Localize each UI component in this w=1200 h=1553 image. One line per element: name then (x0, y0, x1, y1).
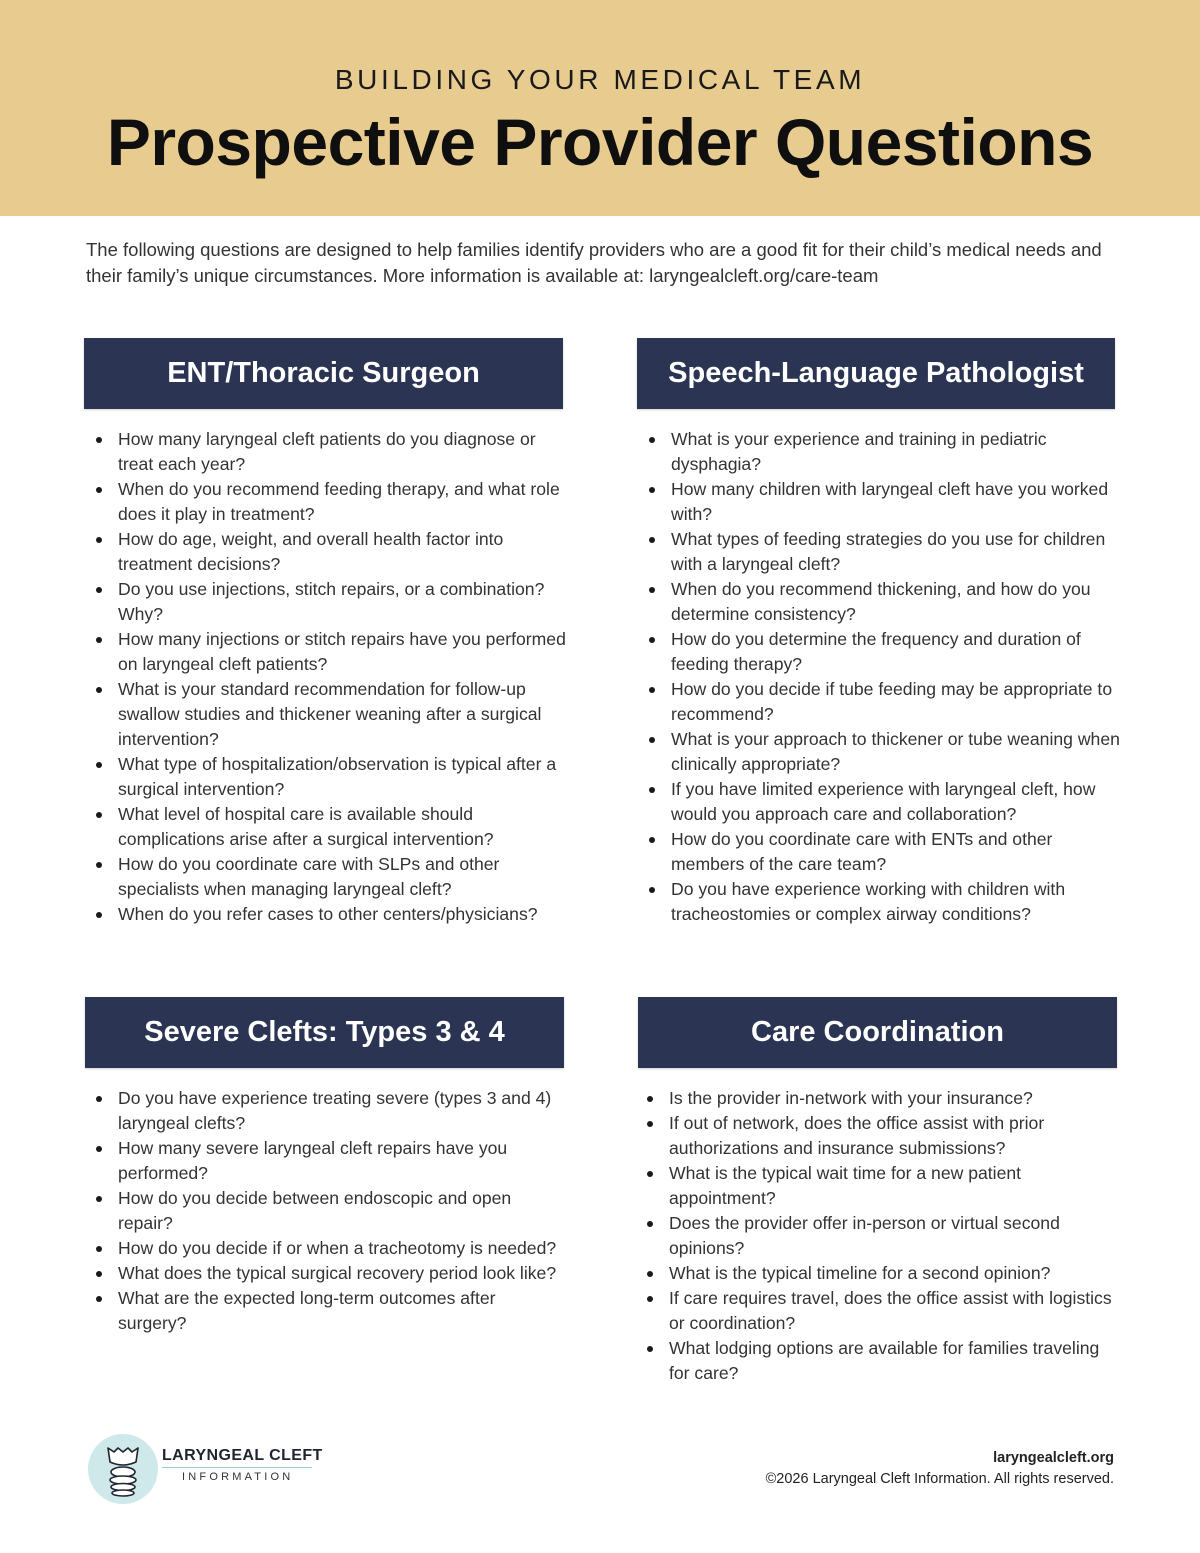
list-item: Do you have experience treating severe (types 3 and 4) laryngeal clefts? (86, 1086, 566, 1136)
list-item: How do you decide if or when a tracheotomy is needed? (86, 1236, 566, 1261)
list-item: How do you coordinate care with ENTs and other members of the care team? (639, 827, 1127, 877)
page-title: Prospective Provider Questions (106, 105, 1094, 179)
list-item: What type of hospitalization/observation is typical after a surgical intervention? (86, 752, 566, 802)
list-item: Does the provider offer in-person or virtual second opinions? (637, 1211, 1117, 1261)
footer-info (766, 1448, 1114, 1490)
list-item: How do you decide if tube feeding may be appropriate to recommend? (639, 677, 1127, 727)
list-item: What are the expected long-term outcomes after surgery? (86, 1286, 566, 1336)
section-header-slp: Speech-Language Pathologist (637, 338, 1115, 409)
section-header-care-coordination: Care Coordination (638, 997, 1117, 1068)
list-item: How many laryngeal cleft patients do you diagnose or treat each year? (86, 427, 566, 477)
footer-website[interactable]: laryngealcleft.org (993, 1450, 1114, 1466)
list-item: If you have limited experience with laryngeal cleft, how would you approach care and collaboration? (639, 777, 1127, 827)
list-item: How do age, weight, and overall health factor into treatment decisions? (86, 527, 566, 577)
list-item: Do you use injections, stitch repairs, or a combination? Why? (86, 577, 566, 627)
list-item: What does the typical surgical recovery period look like? (86, 1261, 566, 1286)
section-header-ent: ENT/Thoracic Surgeon (84, 338, 563, 409)
list-item: How many injections or stitch repairs have you performed on laryngeal cleft patients? (86, 627, 566, 677)
list-item: What level of hospital care is available should complications arise after a surgical intervention? (86, 802, 566, 852)
list-item: Is the provider in-network with your insurance? (637, 1086, 1117, 1111)
header-band (0, 0, 1200, 216)
list-item: What is the typical wait time for a new patient appointment? (637, 1161, 1117, 1211)
section-header-severe-clefts: Severe Clefts: Types 3 & 4 (85, 997, 564, 1068)
list-item: When do you refer cases to other centers/physicians? (86, 902, 566, 927)
logo-subtitle: INFORMATION (182, 1471, 294, 1483)
question-list-slp (639, 427, 1127, 927)
logo (88, 1434, 158, 1504)
larynx-icon (88, 1434, 158, 1504)
logo-divider (162, 1467, 312, 1468)
intro-paragraph: The following questions are designed to help families identify providers who are a good fit for their child’s medical needs and their family’s unique circumstances. More information is available at: laryngealcleft.org/care-team (86, 239, 1102, 286)
list-item: What is your approach to thickener or tube weaning when clinically appropriate? (639, 727, 1127, 777)
footer-copyright: ©2026 Laryngeal Cleft Information. All rights reserved. (765, 1471, 1114, 1487)
question-list-care-coordination (637, 1086, 1117, 1386)
page-kicker: BUILDING YOUR MEDICAL TEAM (334, 64, 866, 95)
list-item: When do you recommend feeding therapy, and what role does it play in treatment? (86, 477, 566, 527)
list-item: How many severe laryngeal cleft repairs have you performed? (86, 1136, 566, 1186)
logo-name: LARYNGEAL CLEFT (162, 1447, 323, 1464)
list-item: How do you coordinate care with SLPs and other specialists when managing laryngeal cleft? (86, 852, 566, 902)
list-item: Do you have experience working with children with tracheostomies or complex airway conditions? (639, 877, 1127, 927)
question-list-ent (86, 427, 566, 927)
list-item: What lodging options are available for families traveling for care? (637, 1336, 1117, 1386)
list-item: What types of feeding strategies do you use for children with a laryngeal cleft? (639, 527, 1127, 577)
list-item: If care requires travel, does the office assist with logistics or coordination? (637, 1286, 1117, 1336)
list-item: When do you recommend thickening, and how do you determine consistency? (639, 577, 1127, 627)
list-item: How many children with laryngeal cleft have you worked with? (639, 477, 1127, 527)
list-item: If out of network, does the office assist with prior authorizations and insurance submissions? (637, 1111, 1117, 1161)
list-item: What is your experience and training in pediatric dysphagia? (639, 427, 1127, 477)
list-item: How do you decide between endoscopic and open repair? (86, 1186, 566, 1236)
list-item: How do you determine the frequency and duration of feeding therapy? (639, 627, 1127, 677)
list-item: What is your standard recommendation for follow-up swallow studies and thickener weaning after a surgical intervention? (86, 677, 566, 752)
list-item: What is the typical timeline for a second opinion? (637, 1261, 1117, 1286)
question-list-severe-clefts (86, 1086, 566, 1336)
